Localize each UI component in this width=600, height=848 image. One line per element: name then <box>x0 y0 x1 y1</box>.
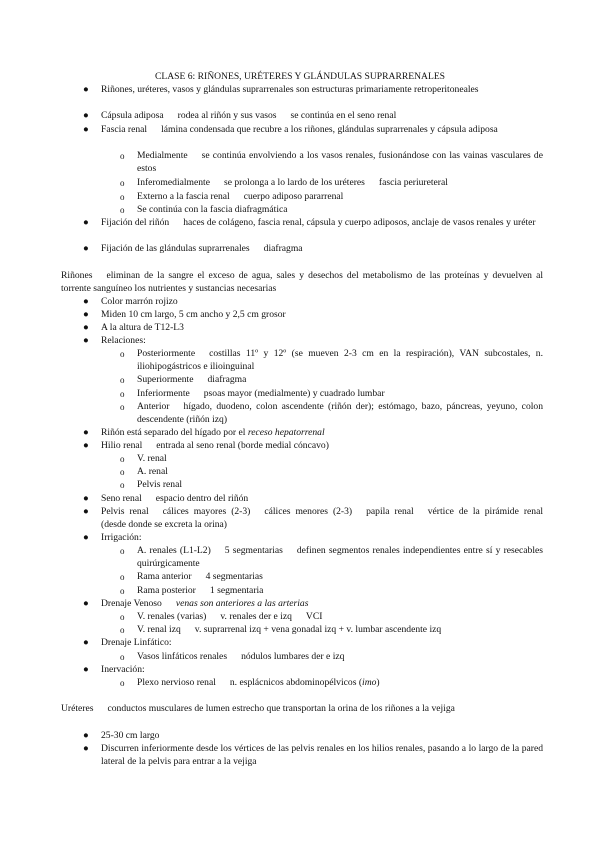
list-item: A. renal <box>137 466 168 477</box>
list-item: Drenaje Linfático: <box>101 637 172 648</box>
list-item: Anterior hígado, duodeno, colon ascendente (riñón der); estómago, bazo, páncreas, yeyuno, colon descendente (riñón izq) <box>137 401 543 425</box>
bullet-icon: ● <box>83 296 89 307</box>
sub-bullet-icon: o <box>120 546 125 556</box>
sub-bullet-icon: o <box>120 572 125 582</box>
bullet-icon: ● <box>83 440 89 451</box>
sub-bullet-icon: o <box>120 205 125 215</box>
list-item: Rama anterior 4 segmentarias <box>137 571 263 582</box>
list-item: V. renales (varias) v. renales der e izq VCI <box>137 611 323 622</box>
bullet-icon: ● <box>83 84 89 95</box>
sub-bullet-icon: o <box>120 349 125 359</box>
list-item: Inervación: <box>101 664 145 675</box>
page-title: CLASE 6: RIÑONES, URÉTERES Y GLÁNDULAS SUPRARRENALES <box>154 71 446 82</box>
list-item: Fascia renal lámina condensada que recubre a los riñones, glándulas suprarrenales y cápsula adiposa <box>101 124 498 135</box>
list-item: V. renal <box>137 453 167 464</box>
bullet-icon: ● <box>83 637 89 648</box>
list-item: Vasos linfáticos renales nódulos lumbares der e izq <box>137 651 345 662</box>
sub-bullet-icon: o <box>120 625 125 635</box>
list-item: Se continúa con la fascia diafragmática <box>137 204 288 215</box>
bullet-icon: ● <box>83 598 89 609</box>
list-item: Seno renal espacio dentro del riñón <box>101 493 249 504</box>
sub-bullet-icon: o <box>120 678 125 688</box>
list-item: Hilio renal entrada al seno renal (borde medial cóncavo) <box>101 440 329 451</box>
bullet-icon: ● <box>83 217 89 228</box>
bullet-icon: ● <box>83 243 89 254</box>
list-item: Pelvis renal <box>137 479 183 490</box>
list-item: Fijación de las glándulas suprarrenales diafragma <box>101 243 303 254</box>
list-item: Externo a la fascia renal cuerpo adiposo pararrenal <box>137 191 344 202</box>
list-item: A la altura de T12-L3 <box>101 322 184 333</box>
bullet-icon: ● <box>83 427 89 438</box>
sub-bullet-icon: o <box>120 612 125 622</box>
list-item: Rama posterior 1 segmentaria <box>137 585 264 596</box>
bullet-icon: ● <box>83 532 89 543</box>
bullet-icon: ● <box>83 730 89 741</box>
list-item: Riñones, uréteres, vasos y glándulas suprarrenales son estructuras primariamente retroperitoneales <box>101 84 479 95</box>
list-item: V. renal izq v. suprarrenal izq + vena gonadal izq + v. lumbar ascendente izq <box>137 624 442 635</box>
sub-bullet-icon: o <box>120 178 125 188</box>
list-item: Relaciones: <box>101 335 146 346</box>
list-item: Inferiormente psoas mayor (medialmente) y cuadrado lumbar <box>137 388 385 399</box>
list-item: Cápsula adiposa rodea al riñón y sus vasos se continúa en el seno renal <box>101 110 397 121</box>
list-item: Inferomedialmente se prolonga a lo lardo de los uréteres fascia periureteral <box>137 177 448 188</box>
bullet-icon: ● <box>83 493 89 504</box>
list-item: Discurren inferiormente desde los vértices de las pelvis renales en los hilios renales, pasando a lo largo de la pared lateral de la pelvis para entrar a la vejiga <box>101 743 543 767</box>
sub-bullet-icon: o <box>120 375 125 385</box>
sub-bullet-icon: o <box>120 586 125 596</box>
list-item: Medialmente se continúa envolviendo a los vasos renales, fusionándose con las vainas vasculares de estos <box>137 150 543 174</box>
sub-bullet-icon: o <box>120 192 125 202</box>
sub-bullet-icon: o <box>120 480 125 490</box>
bullet-icon: ● <box>83 743 89 754</box>
sub-bullet-icon: o <box>120 402 125 412</box>
sub-bullet-icon: o <box>120 467 125 477</box>
list-item: Fijación del riñón haces de colágeno, fascia renal, cápsula y cuerpo adiposos, anclaje de vasos renales y uréter <box>101 217 536 228</box>
bullet-icon: ● <box>83 309 89 320</box>
bullet-icon: ● <box>83 664 89 675</box>
list-item: Drenaje Venoso venas son anteriores a las arterias <box>101 598 309 609</box>
list-item: Miden 10 cm largo, 5 cm ancho y 2,5 cm grosor <box>101 309 286 320</box>
bullet-icon: ● <box>83 110 89 121</box>
list-item: Riñón está separado del hígado por el receso hepatorrenal <box>101 427 325 438</box>
paragraph-ureters: Uréteres conductos musculares de lumen estrecho que transportan la orina de los riñones a la vejiga <box>61 703 455 714</box>
list-item: A. renales (L1-L2) 5 segmentarias definen segmentos renales independientes entre sí y resecables quirúrgicamente <box>137 545 543 569</box>
sub-bullet-icon: o <box>120 454 125 464</box>
bullet-icon: ● <box>83 322 89 333</box>
list-item: Posteriormente costillas 11º y 12º (se mueven 2-3 cm en la respiración), VAN subcostales, n. iliohipogástricos e ilioinguinal <box>137 348 543 372</box>
sub-bullet-icon: o <box>120 389 125 399</box>
list-item: 25-30 cm largo <box>101 730 160 741</box>
sub-bullet-icon: o <box>120 652 125 662</box>
list-item: Irrigación: <box>101 532 142 543</box>
bullet-icon: ● <box>83 124 89 135</box>
sub-bullet-icon: o <box>120 151 125 161</box>
bullet-icon: ● <box>83 506 89 517</box>
list-item: Pelvis renal cálices mayores (2-3) cálices menores (2-3) papila renal vértice de la pirámide renal (desde donde se excreta la orina) <box>101 506 544 530</box>
list-item: Superiormente diafragma <box>137 374 247 385</box>
bullet-icon: ● <box>83 335 89 346</box>
paragraph-kidneys: Riñones eliminan de la sangre el exceso de agua, sales y desechos del metabolismo de las proteínas y devuelven al torrente sanguíneo los nutrientes y sustancias necesarias <box>61 270 543 294</box>
list-item: Plexo nervioso renal n. esplácnicos abdominopélvicos (imo) <box>137 677 380 688</box>
list-item: Color marrón rojizo <box>101 296 178 307</box>
